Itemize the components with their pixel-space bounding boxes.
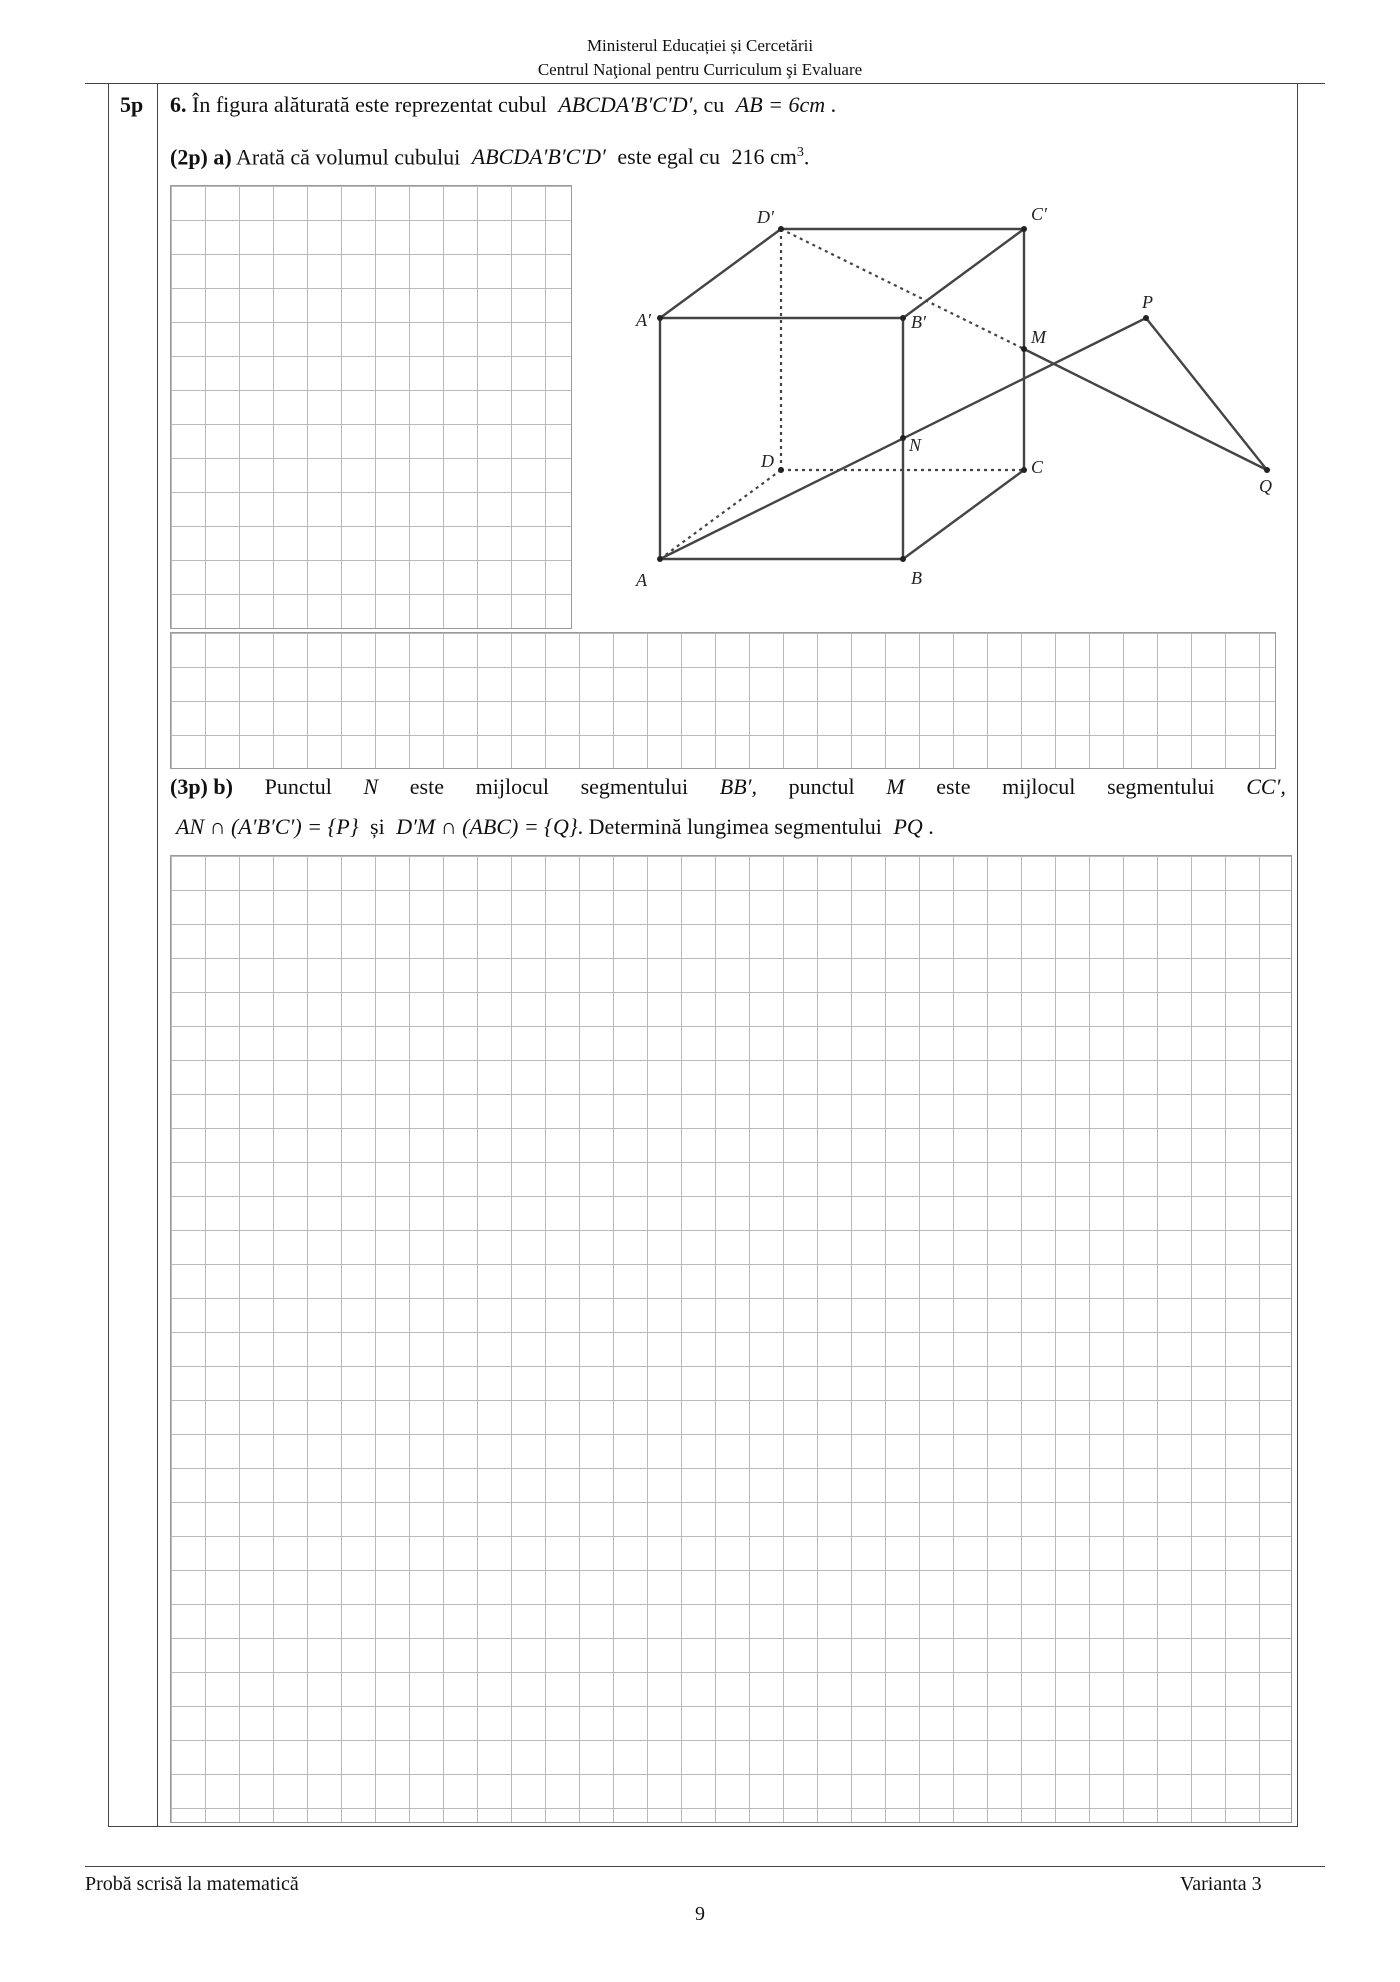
point-B1 [900, 315, 906, 321]
intersection-q: D′M ∩ (ABC) = {Q} [396, 814, 578, 839]
conjunction: și [370, 814, 385, 839]
b-word: M [886, 774, 905, 799]
part-b-end: . [928, 814, 934, 839]
label-B: B [911, 568, 922, 588]
points-column-divider [157, 83, 158, 1827]
bottom-rule [108, 1826, 1298, 1827]
problem-statement [170, 90, 836, 120]
b-word: mijlocul [1002, 774, 1076, 799]
part-a-statement [170, 138, 809, 172]
given-end: . [830, 92, 837, 117]
given-edge: AB = 6cm [735, 92, 826, 117]
header-ministry: Ministerul Educației și Cercetării [586, 36, 814, 55]
label-C: C [1031, 457, 1044, 477]
edge-AD-hidden [660, 470, 781, 559]
line-PQ [1146, 318, 1267, 470]
b-word: Punctul [264, 774, 332, 799]
edge-B1C1 [903, 229, 1024, 318]
point-A1 [657, 315, 663, 321]
point-D1 [778, 226, 784, 232]
part-b-line1 [170, 772, 1286, 802]
part-a-value: 216 cm [731, 144, 797, 170]
b-word: N [363, 774, 379, 799]
problem-points: 5p [120, 92, 144, 117]
given-separator: , cu [692, 92, 725, 117]
label-P: P [1142, 292, 1153, 312]
footer-variant: Varianta 3 [1180, 1873, 1262, 1895]
label-A1: A′ [636, 310, 651, 330]
b-word: este [409, 774, 444, 799]
b-word: BB′, [719, 774, 757, 799]
b-word: punctul [788, 774, 855, 799]
header-center: Centrul Naţional pentru Curriculum şi Evaluare [537, 60, 863, 79]
cube-figure [600, 190, 1290, 610]
b-word: este [936, 774, 971, 799]
footer-rule [85, 1866, 1325, 1867]
part-b-request: . Determină lungimea segmentului [577, 814, 882, 839]
point-N [900, 435, 906, 441]
point-Q [1264, 467, 1270, 473]
point-C [1021, 467, 1027, 473]
label-Q: Q [1259, 476, 1272, 496]
label-N: N [909, 435, 922, 455]
page-number: 9 [695, 1903, 705, 1925]
part-a-letter: a) [213, 144, 232, 170]
part-a-cube-name: ABCDA′B′C′D′ [471, 144, 606, 170]
problem-intro: În figura alăturată este reprezentat cubul [192, 92, 547, 117]
b-word: mijlocul [475, 774, 549, 799]
problem-number: 6. [170, 92, 187, 117]
edge-D1A1 [660, 229, 781, 318]
answer-grid-a-strip[interactable] [170, 632, 1276, 769]
line-MQ [1024, 349, 1267, 470]
frame-right [1297, 83, 1298, 1827]
point-M [1021, 346, 1027, 352]
b-word: CC′, [1246, 774, 1286, 799]
answer-grid-b[interactable] [170, 855, 1292, 1823]
point-D [778, 467, 784, 473]
label-D1: D′ [757, 207, 774, 227]
label-A: A [636, 570, 647, 590]
part-a-text2: este egal cu [617, 144, 720, 170]
edge-BC [903, 470, 1024, 559]
intersection-p: AN ∩ (A′B′C′) = {P} [176, 814, 359, 839]
b-word: segmentului [580, 774, 689, 799]
part-b-label [170, 772, 233, 802]
point-P [1143, 315, 1149, 321]
segment-pq: PQ [893, 814, 923, 839]
label-C1: C′ [1031, 204, 1047, 224]
part-b-score: (3p) [170, 774, 208, 799]
point-B [900, 556, 906, 562]
part-a-text: Arată că volumul cubului [236, 144, 461, 170]
point-C1 [1021, 226, 1027, 232]
answer-grid-a[interactable] [170, 185, 572, 629]
label-B1: B′ [911, 312, 926, 332]
part-b-line2 [176, 812, 934, 842]
point-A [657, 556, 663, 562]
label-D: D [761, 451, 774, 471]
top-rule [85, 83, 1325, 84]
frame-left [108, 83, 109, 1827]
part-a-score: (2p) [170, 144, 208, 170]
footer-exam-name: Probă scrisă la matematică [85, 1873, 299, 1895]
cube-name: ABCDA′B′C′D′ [558, 92, 693, 117]
part-a-end: . [803, 144, 810, 170]
label-M: M [1031, 327, 1046, 347]
b-word: segmentului [1107, 774, 1215, 799]
part-b-letter: b) [213, 774, 233, 799]
part-a-exponent: 3 [796, 145, 804, 160]
